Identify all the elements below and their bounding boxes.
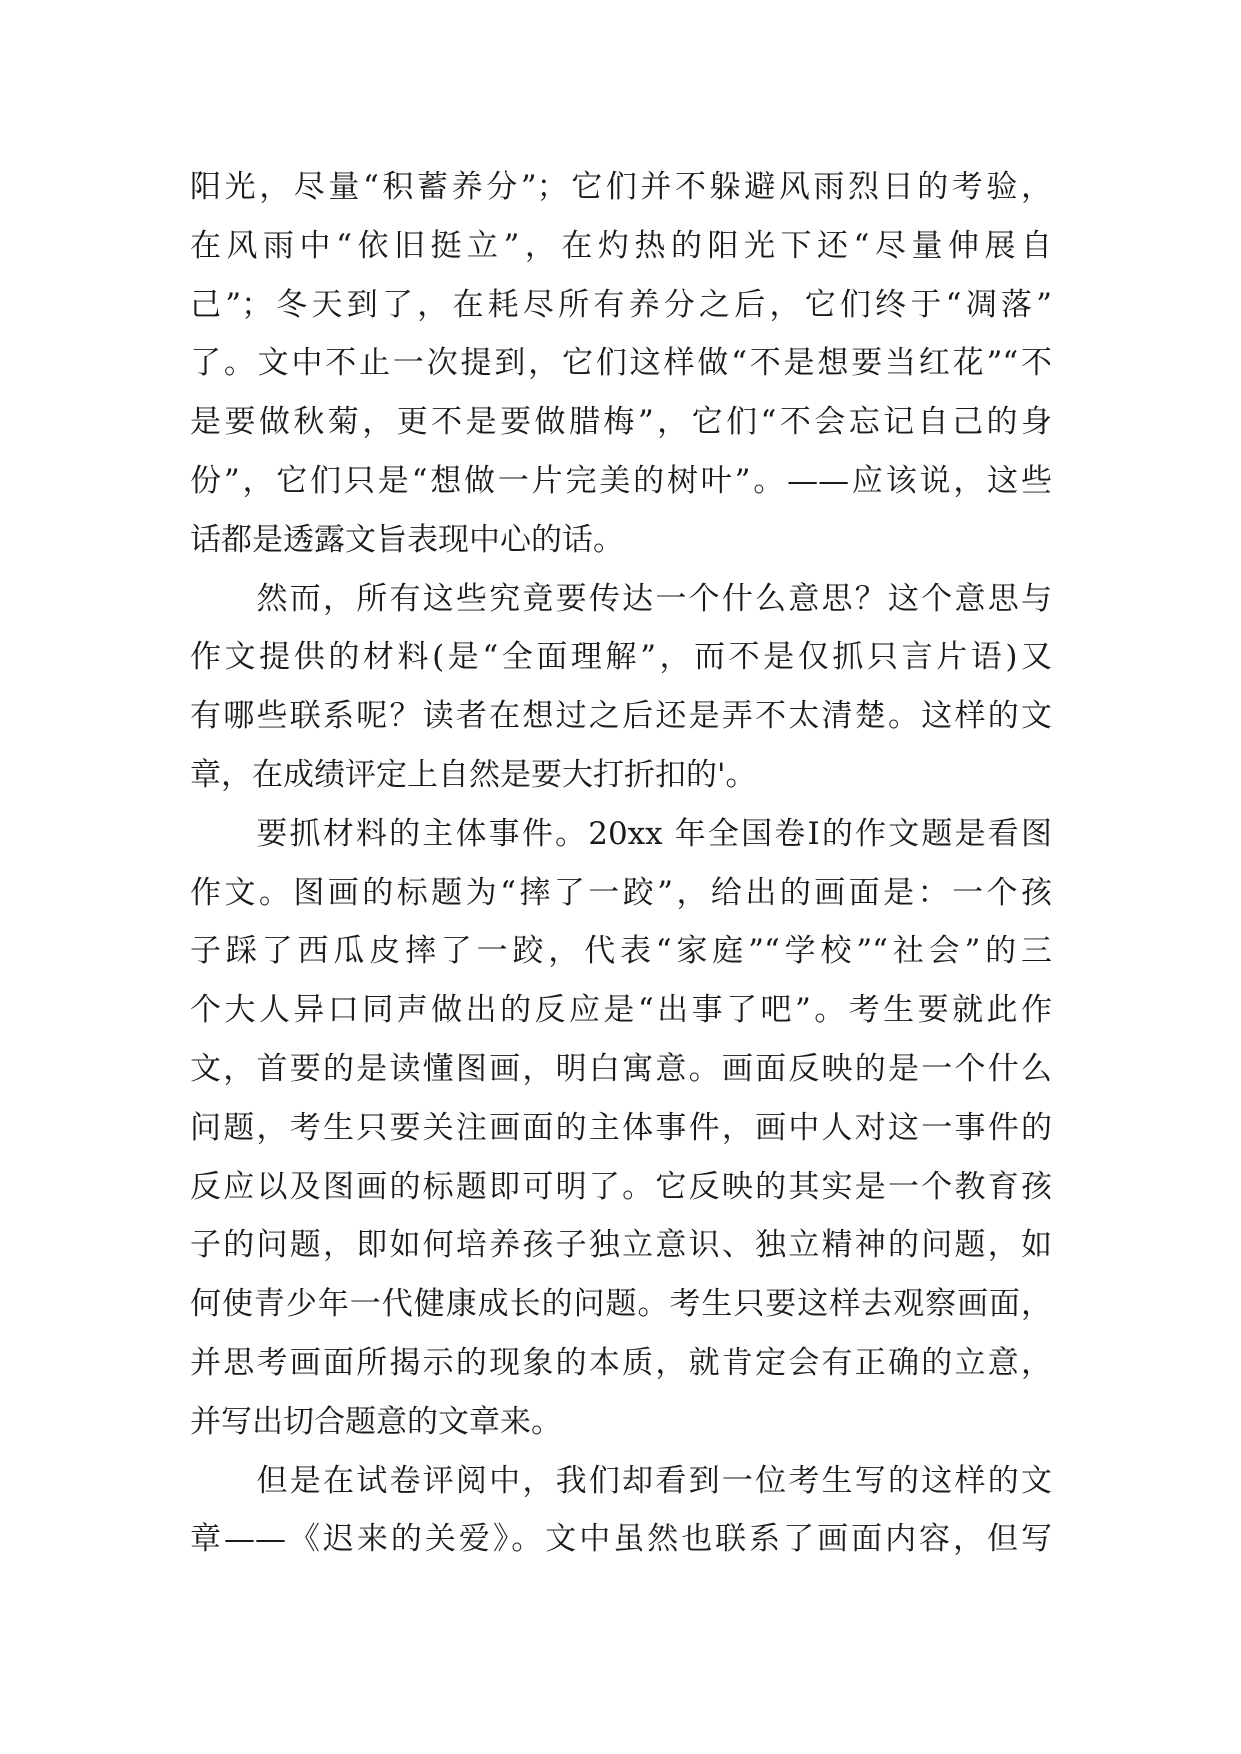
text-line: 子踩了西瓜皮摔了一跤，代表“家庭”“学校”“社会”的三 — [190, 933, 1052, 970]
paragraph-3 — [190, 805, 1052, 1452]
text-line: 在风雨中“依旧挺立”，在灼热的阳光下还“尽量伸展自 — [190, 227, 1052, 264]
text-line: 问题，考生只要关注画面的主体事件，画中人对这一事件的 — [190, 1109, 1052, 1146]
text-line: 何使青少年一代健康成长的问题。考生只要这样去观察画面， — [190, 1286, 1052, 1323]
text-line: 是要做秋菊，更不是要做腊梅”，它们“不会忘记自己的身 — [190, 404, 1052, 441]
paragraph-4 — [190, 1452, 1052, 1570]
text-line: 然而，所有这些究竟要传达一个什么意思？这个意思与 — [190, 580, 1052, 617]
text-line: 阳光，尽量“积蓄养分”；它们并不躲避风雨烈日的考验， — [190, 169, 1052, 205]
text-line: 要抓材料的主体事件。20xx 年全国卷Ⅰ的作文题是看图 — [190, 815, 1052, 852]
document-body — [190, 158, 1052, 1569]
text-line: 文，首要的是读懂图画，明白寓意。画面反映的是一个什么 — [190, 1050, 1052, 1087]
text-line: 子的问题，即如何培养孩子独立意识、独立精神的问题，如 — [190, 1227, 1052, 1264]
text-line: 章，在成绩评定上自然是要大打折扣的'。 — [190, 756, 757, 793]
text-line: 并思考画面所揭示的现象的本质，就肯定会有正确的立意， — [190, 1344, 1052, 1381]
text-line: 己”；冬天到了，在耗尽所有养分之后，它们终于“凋落” — [190, 286, 1052, 323]
text-line: 个大人异口同声做出的反应是“出事了吧”。考生要就此作 — [190, 992, 1052, 1029]
paragraph-1 — [190, 158, 1052, 570]
text-line: 但是在试卷评阅中，我们却看到一位考生写的这样的文 — [190, 1462, 1052, 1499]
text-line: 有哪些联系呢？读者在想过之后还是弄不太清楚。这样的文 — [190, 698, 1052, 735]
text-line: 反应以及图画的标题即可明了。它反映的其实是一个教育孩 — [190, 1168, 1052, 1205]
text-line: 份”，它们只是“想做一片完美的树叶”。——应该说，这些 — [190, 462, 1052, 499]
paragraph-2 — [190, 570, 1052, 805]
text-line: 并写出切合题意的文章来。 — [190, 1403, 562, 1440]
text-line: 章——《迟来的关爱》。文中虽然也联系了画面内容，但写 — [190, 1521, 1052, 1558]
text-line: 作文提供的材料(是“全面理解”，而不是仅抓只言片语)又 — [190, 639, 1052, 676]
text-line: 了。文中不止一次提到，它们这样做“不是想要当红花”“不 — [190, 345, 1052, 382]
text-line: 话都是透露文旨表现中心的话。 — [190, 521, 624, 558]
text-line: 作文。图画的标题为“摔了一跤”，给出的画面是：一个孩 — [190, 874, 1052, 911]
